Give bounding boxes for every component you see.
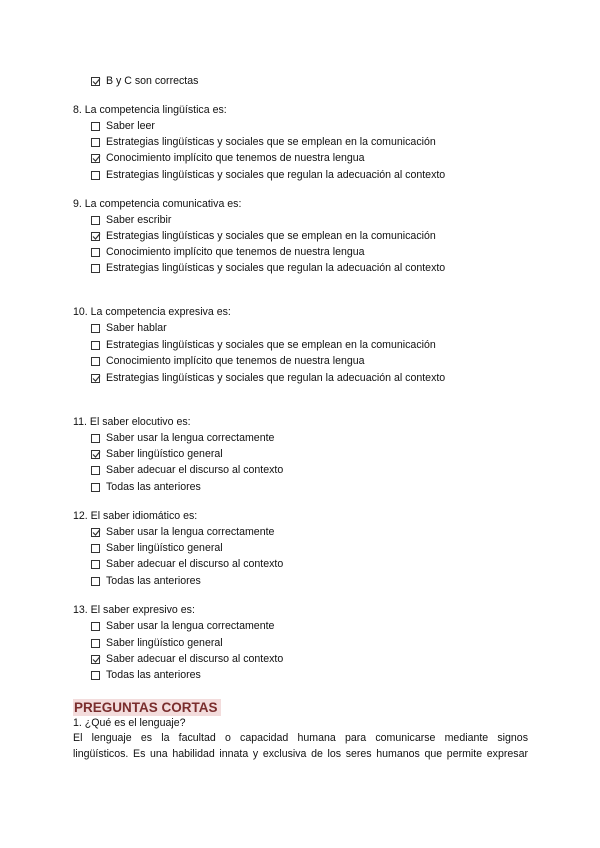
option-row[interactable] <box>91 557 283 571</box>
checkbox-unchecked[interactable] <box>91 341 100 350</box>
option-label: Conocimiento implícito que tenemos de nuestra lengua <box>106 152 365 164</box>
option-label: Saber hablar <box>106 322 167 334</box>
option-label: Estrategias lingüísticas y sociales que se emplean en la comunicación <box>106 339 436 351</box>
checkbox-unchecked[interactable] <box>91 466 100 475</box>
option-row[interactable] <box>91 619 274 633</box>
option-label: Todas las anteriores <box>106 575 201 587</box>
option-row[interactable] <box>91 354 365 368</box>
option-row[interactable] <box>91 463 283 477</box>
option-row[interactable] <box>91 636 223 650</box>
checkbox-unchecked[interactable] <box>91 577 100 586</box>
option-label: Saber lingüístico general <box>106 542 223 554</box>
checkbox-unchecked[interactable] <box>91 171 100 180</box>
checkbox-unchecked[interactable] <box>91 324 100 333</box>
checkbox-unchecked[interactable] <box>91 560 100 569</box>
option-row[interactable] <box>91 321 167 335</box>
option-label: Saber lingüístico general <box>106 448 223 460</box>
option-row[interactable] <box>91 229 436 243</box>
checkbox-unchecked[interactable] <box>91 264 100 273</box>
question-title: 11. El saber elocutivo es: <box>73 416 191 428</box>
option-row[interactable] <box>91 74 198 88</box>
checkbox-unchecked[interactable] <box>91 138 100 147</box>
option-row[interactable] <box>91 652 283 666</box>
option-row[interactable] <box>91 480 201 494</box>
checkbox-unchecked[interactable] <box>91 357 100 366</box>
option-label: Saber lingüístico general <box>106 637 223 649</box>
option-label: Saber usar la lengua correctamente <box>106 526 275 538</box>
option-label: Estrategias lingüísticas y sociales que regulan la adecuación al contexto <box>106 169 446 181</box>
checkbox-unchecked[interactable] <box>91 248 100 257</box>
checkbox-unchecked[interactable] <box>91 622 100 631</box>
option-label: Saber adecuar el discurso al contexto <box>106 558 284 570</box>
checkbox-unchecked[interactable] <box>91 483 100 492</box>
option-label: Saber escribir <box>106 214 172 226</box>
option-label: Conocimiento implícito que tenemos de nuestra lengua <box>106 246 365 258</box>
checkbox-checked[interactable] <box>91 77 100 86</box>
checkbox-unchecked[interactable] <box>91 434 100 443</box>
option-row[interactable] <box>91 151 365 165</box>
answer-line: El lenguaje es la facultad o capacidad humana para comunicarse mediante signos <box>73 732 528 744</box>
checkbox-checked[interactable] <box>91 450 100 459</box>
question-title: 10. La competencia expresiva es: <box>73 306 231 318</box>
checkbox-checked[interactable] <box>91 154 100 163</box>
option-label: Saber adecuar el discurso al contexto <box>106 653 284 665</box>
option-label: B y C son correctas <box>106 75 199 87</box>
answer-line: lingüísticos. Es una habilidad innata y exclusiva de los seres humanos que permite expresar <box>73 748 528 760</box>
checkbox-unchecked[interactable] <box>91 671 100 680</box>
option-row[interactable] <box>91 574 201 588</box>
option-row[interactable] <box>91 525 274 539</box>
option-row[interactable] <box>91 261 445 275</box>
option-row[interactable] <box>91 245 365 259</box>
section-heading: PREGUNTAS CORTAS <box>73 699 221 716</box>
checkbox-unchecked[interactable] <box>91 639 100 648</box>
option-label: Estrategias lingüísticas y sociales que regulan la adecuación al contexto <box>106 372 446 384</box>
option-row[interactable] <box>91 447 223 461</box>
option-label: Estrategias lingüísticas y sociales que se emplean en la comunicación <box>106 136 436 148</box>
option-row[interactable] <box>91 338 436 352</box>
checkbox-checked[interactable] <box>91 374 100 383</box>
option-label: Todas las anteriores <box>106 669 201 681</box>
checkbox-unchecked[interactable] <box>91 216 100 225</box>
option-row[interactable] <box>91 168 445 182</box>
option-label: Estrategias lingüísticas y sociales que regulan la adecuación al contexto <box>106 262 446 274</box>
option-row[interactable] <box>91 371 445 385</box>
checkbox-checked[interactable] <box>91 232 100 241</box>
question-title: 9. La competencia comunicativa es: <box>73 198 242 210</box>
option-label: Saber usar la lengua correctamente <box>106 620 275 632</box>
checkbox-unchecked[interactable] <box>91 122 100 131</box>
option-label: Conocimiento implícito que tenemos de nuestra lengua <box>106 355 365 367</box>
option-label: Todas las anteriores <box>106 481 201 493</box>
option-label: Saber usar la lengua correctamente <box>106 432 275 444</box>
question-title: 8. La competencia lingüística es: <box>73 104 227 116</box>
checkbox-unchecked[interactable] <box>91 544 100 553</box>
option-label: Saber adecuar el discurso al contexto <box>106 464 284 476</box>
option-label: Saber leer <box>106 120 155 132</box>
option-label: Estrategias lingüísticas y sociales que se emplean en la comunicación <box>106 230 436 242</box>
option-row[interactable] <box>91 668 201 682</box>
checkbox-checked[interactable] <box>91 655 100 664</box>
short-question: 1. ¿Qué es el lenguaje? <box>73 717 186 729</box>
question-title: 13. El saber expresivo es: <box>73 604 195 616</box>
question-title: 12. El saber idiomático es: <box>73 510 198 522</box>
option-row[interactable] <box>91 541 223 555</box>
option-row[interactable] <box>91 431 274 445</box>
checkbox-checked[interactable] <box>91 528 100 537</box>
option-row[interactable] <box>91 213 171 227</box>
option-row[interactable] <box>91 119 155 133</box>
option-row[interactable] <box>91 135 436 149</box>
